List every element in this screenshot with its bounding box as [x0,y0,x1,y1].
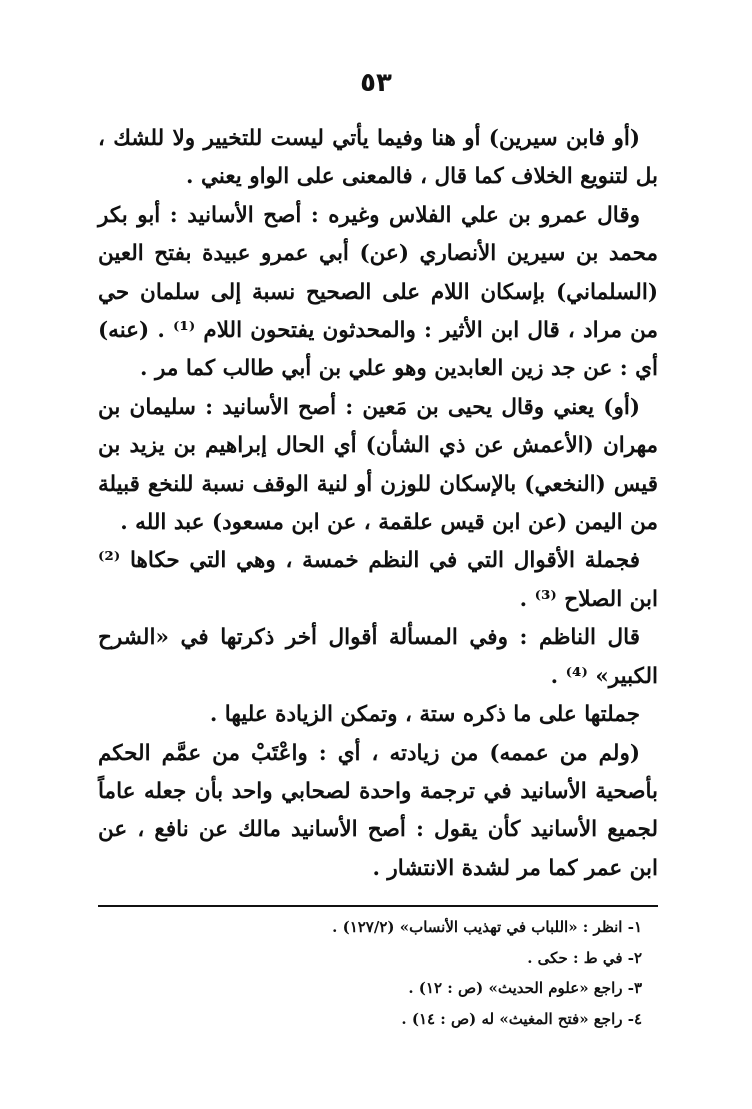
page-number: ٥٣ [360,68,392,98]
paragraph: (أو فابن سيرين) أو هنا وفيما يأتي ليست للتخيير ولا للشك ، بل لتنويع الخلاف كما قال ، فالمعنى على الواو يعني . [98,126,658,190]
paragraph: (ولم من عممه) من زيادته ، أي : واعْتَبْ من عمَّم الحكم بأصحية الأسانيد في ترجمة واحدة لصحابي واحد بأن جعله عاماً لجميع الأسانيد كأن يقول : أصح الأسانيد مالك عن نافع ، عن ابن عمر كما مر لشدة الانتشار . [98,740,658,881]
paragraph: قال الناظم : وفي المسألة أقوال أخر ذكرتها في «الشرح الكبير» ⁽⁴⁾ . [98,625,658,689]
main-text [98,120,658,888]
footnote: ٣- راجع «علوم الحديث» (ص : ١٢) . [408,979,642,997]
paragraph: (أو) يعني وقال يحيى بن مَعين : أصح الأسانيد : سليمان بن مهران (الأعمش عن ذي الشأن) أي الحال إبراهيم بن يزيد بن قيس (النخعي) بالإسكان للوزن أو لنية الوقف نسبة للنخع قبيلة من اليمن (عن ابن قيس علقمة ، عن ابن مسعود) عبد الله . [98,394,658,536]
footnote: ٢- في ط : حكى . [527,948,642,967]
paragraph: وقال عمرو بن علي الفلاس وغيره : أصح الأسانيد : أبو بكر محمد بن سيرين الأنصاري (عن) أبي عمرو عبيدة بفتح العين (السلماني) بإسكان اللام على الصحيح نسبة إلى سلمان حي من مراد ، قال ابن الأثير : والمحدثون يفتحون اللام ⁽¹⁾ . (عنه) أي : عن جد زين العابدين وهو علي بن أبي طالب كما مر . [98,202,658,382]
paragraph: جملتها على ما ذكره ستة ، وتمكن الزيادة عليها . [209,702,640,728]
footnote: ١- انظر : «اللباب في تهذيب الأنساب» (١٢٧/٢) . [332,918,642,936]
footnotes [98,912,658,1034]
footnote-divider [98,905,658,907]
footnote: ٤- راجع «فتح المغيث» له (ص : ١٤) . [401,1009,642,1028]
paragraph: فجملة الأقوال التي في النظم خمسة ، وهي التي حكاها ⁽²⁾ ابن الصلاح ⁽³⁾ . [98,548,658,612]
